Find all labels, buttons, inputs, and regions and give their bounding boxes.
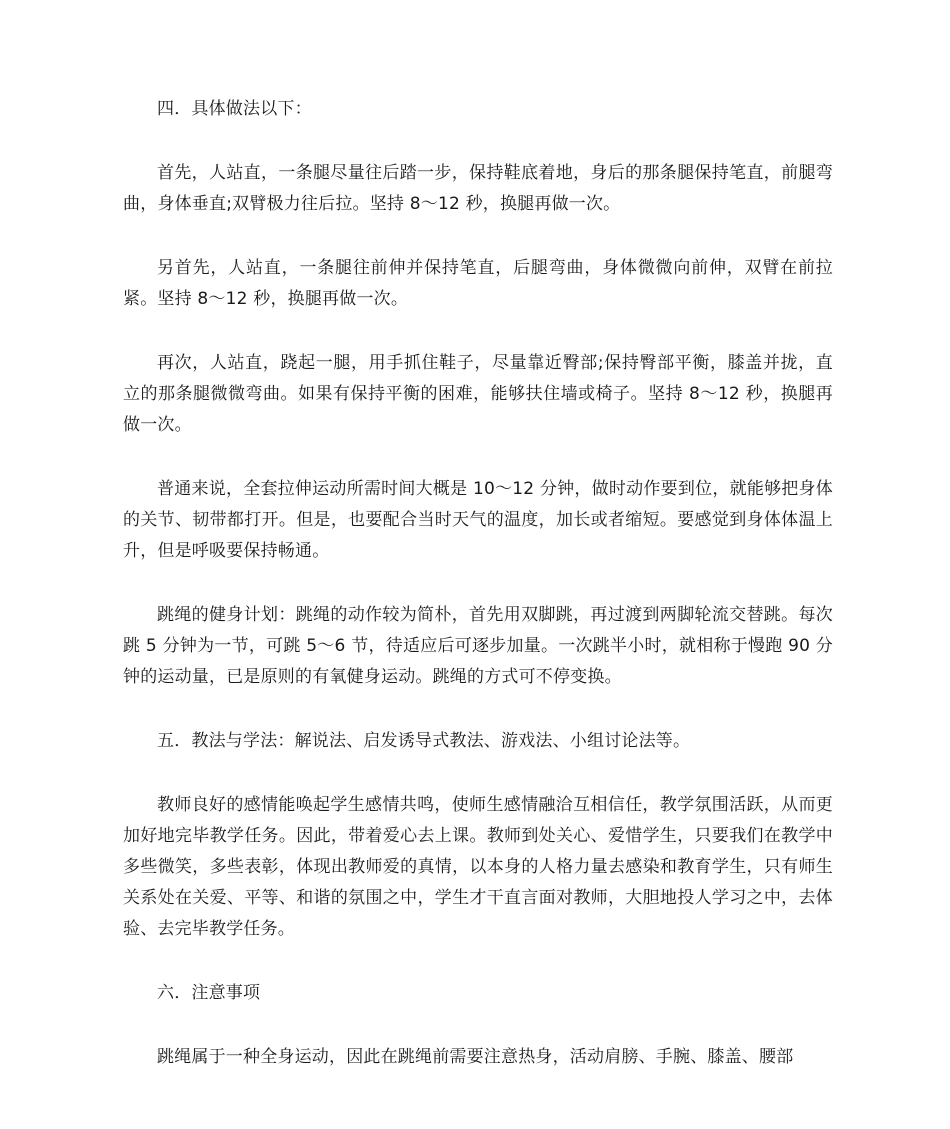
section-heading-4: 四．具体做法以下： bbox=[157, 99, 312, 119]
section-heading-5: 五．教法与学法：解说法、启发诱导式教法、游戏法、小组讨论法等。 bbox=[157, 731, 691, 751]
paragraph-teacher: 教师良好的感情能唤起学生感情共鸣，使师生感情融洽互相信任，教学氛围活跃，从而更加好地完毕教学任务。因此，带着爱心去上课。教师到处关心、爱惜学生，只要我们在教学中多些微笑，多些表彰，体现出教师爱的真情，以本身的人格力量去感染和教育学生，只有师生关系处在关爱、平等、和谐的氛围之中，学生才干直言面对教师，大胆地投人学习之中，去体验、去完毕教学任务。 bbox=[123, 795, 833, 939]
paragraph-notes: 跳绳属于一种全身运动，因此在跳绳前需要注意热身，活动肩膀、手腕、膝盖、腰部 bbox=[157, 1047, 794, 1067]
paragraph-stretch-3: 再次，人站直，跷起一腿，用手抓住鞋子，尽量靠近臀部;保持臀部平衡，膝盖并拢，直立的那条腿微微弯曲。如果有保持平衡的困难，能够扶住墙或椅子。坚持 8～12 秒，换腿再做一次。 bbox=[123, 353, 833, 435]
section-heading-6: 六．注意事项 bbox=[157, 983, 261, 1003]
paragraph-stretch-1: 首先，人站直，一条腿尽量往后踏一步，保持鞋底着地，身后的那条腿保持笔直，前腿弯曲，身体垂直;双臂极力往后拉。坚持 8～12 秒，换腿再做一次。 bbox=[123, 163, 833, 214]
paragraph-general: 普通来说，全套拉伸运动所需时间大概是 10～12 分钟，做时动作要到位，就能够把身体的关节、韧带都打开。但是，也要配合当时天气的温度，加长或者缩短。要感觉到身体体温上升，但是呼吸要保持畅通。 bbox=[123, 479, 833, 561]
paragraph-stretch-2: 另首先，人站直，一条腿往前伸并保持笔直，后腿弯曲，身体微微向前伸，双臂在前拉紧。坚持 8～12 秒，换腿再做一次。 bbox=[123, 258, 833, 309]
paragraph-jump-rope-plan: 跳绳的健身计划：跳绳的动作较为简朴，首先用双脚跳，再过渡到两脚轮流交替跳。每次跳 5 分钟为一节，可跳 5～6 节，待适应后可逐步加量。一次跳半小时，就相称于慢跑 90 分钟的运动量，已是原则的有氧健身运动。跳绳的方式可不停变换。 bbox=[123, 605, 833, 687]
document-body bbox=[123, 94, 833, 1106]
